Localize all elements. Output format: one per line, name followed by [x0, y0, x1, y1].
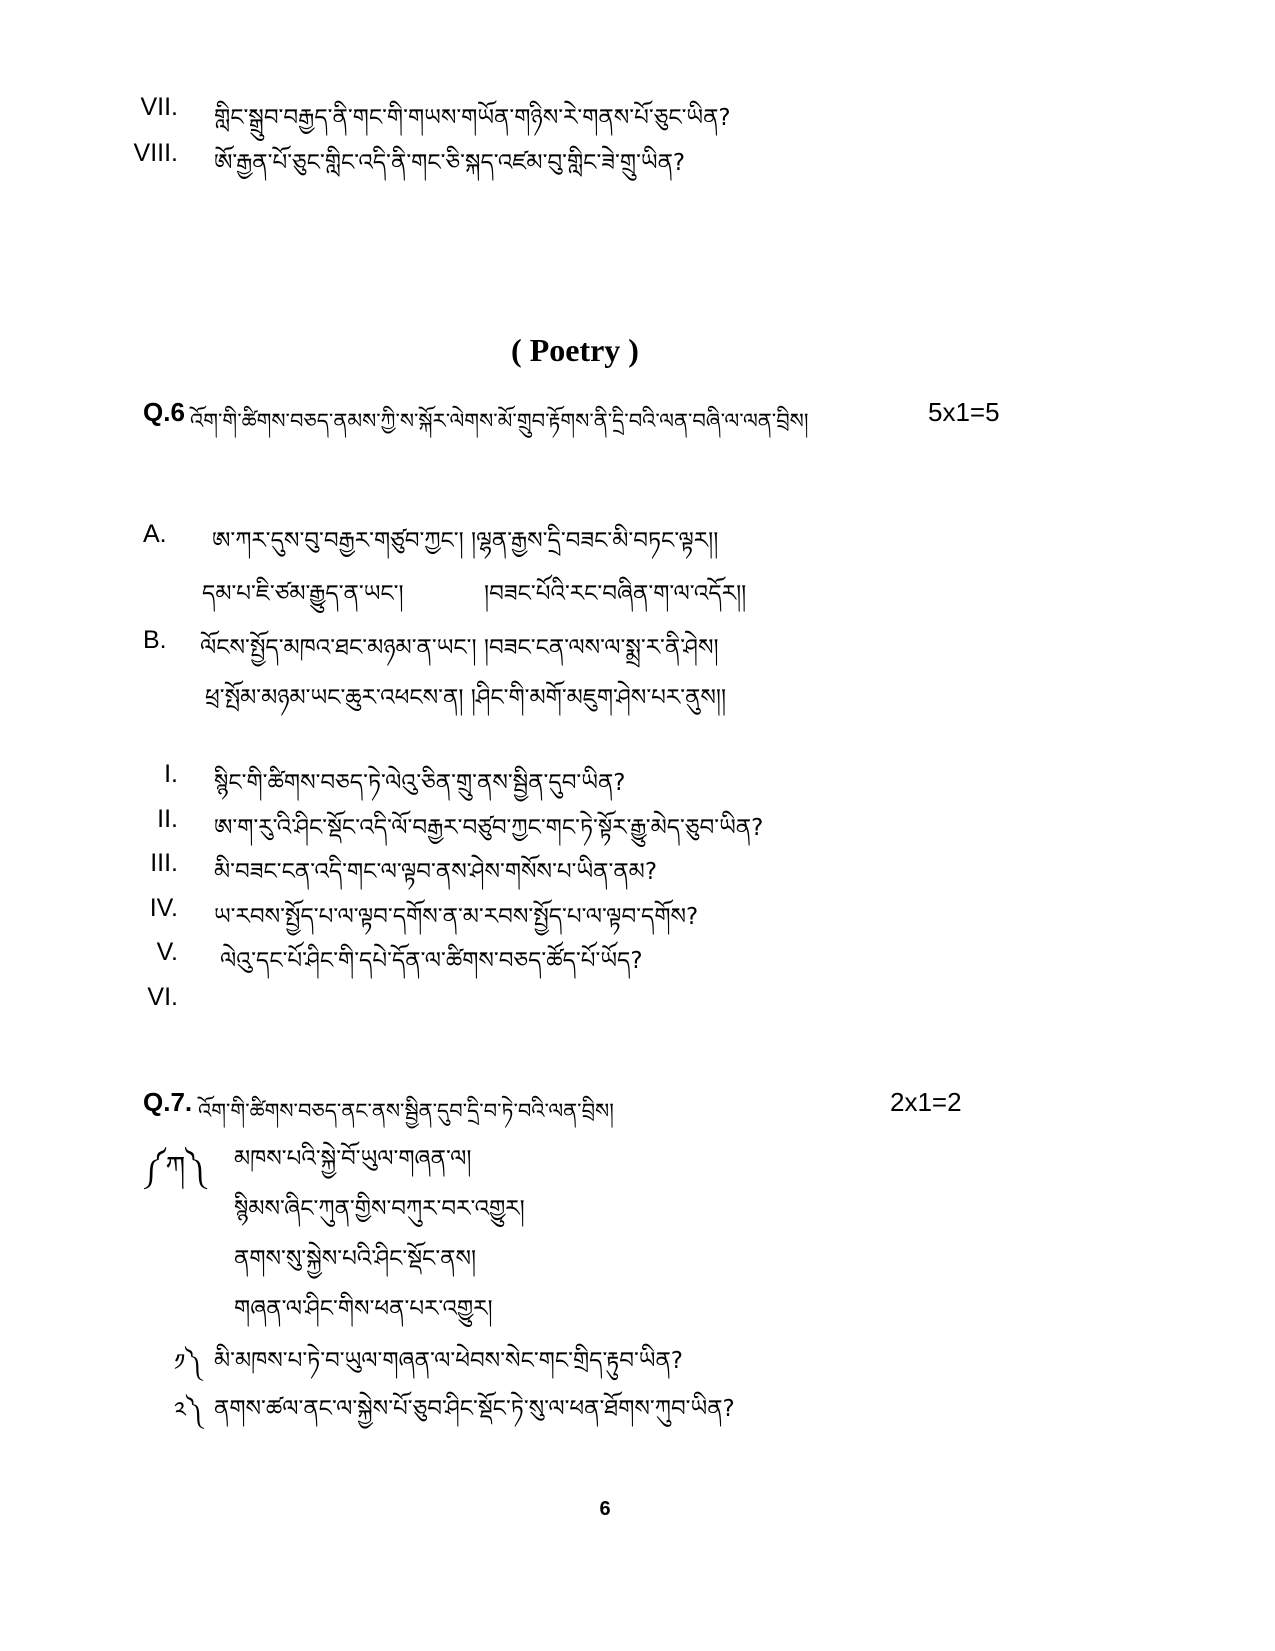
question-number: II. [157, 805, 178, 833]
question-instruction: འོག་གི་ཚིགས་བཅད་ནམས་ཀྱི་ས་སྐོར་ལེགས་མོ་གྲུབ་རྟོགས་ནི་དྲི་བའི་ལན་བཞི་ལ་ལན་བྲིས། [190, 409, 809, 433]
question-label: Q.6 [143, 397, 185, 427]
verse-line: ལོངས་སྤྱོད་མཁའ་ཐང་མཉམ་ན་ཡང་། །བཟང་ངན་ལས་ལ་སྨྲ་ར་ནི་ཤེས། [200, 635, 719, 661]
question-number: VIII. [133, 139, 178, 167]
marks: 5x1=5 [928, 397, 1000, 427]
question-text: མི་བཟང་ངན་འདི་གང་ལ་ལྟབ་ནས་ཤེས་གསོས་པ་ཡིན་ནམ? [214, 859, 658, 885]
question-text: མི་མཁས་པ་ཏེ་བ་ཡུལ་གཞན་ལ་ཕེབས་སེང་གང་གྲིད་རྟུབ་ཡིན? [214, 1348, 684, 1374]
verse-label: ༼ཀ༽ [143, 1150, 206, 1183]
question-number: III. [150, 849, 178, 877]
question-number: VI. [147, 983, 178, 1011]
verse-label: A. [143, 520, 167, 548]
question-text: གླིང་སྒྲུབ་བརྒྱད་ནི་གང་གི་གཡས་གཡོན་གཉིས་རེ་གནས་པོ་ཅུང་ཡིན? [214, 105, 731, 131]
verse-line: ཨ་ཀར་དུས་བུ་བརྒྱར་གཙུབ་ཀྱང་། །ལྷན་རྒྱས་དྲི་བཟང་མི་བཏང་ལྟར།། [212, 528, 719, 554]
verse-line: སྙིམས་ཞིང་ཀུན་གྱིས་བཀུར་བར་འགྱུར། [234, 1196, 525, 1222]
verse-line: མཁས་པའི་སྐྱེ་བོ་ཡུལ་གཞན་ལ། [234, 1146, 472, 1172]
question-label: Q.7. [143, 1087, 193, 1117]
question-text: ནགས་ཚལ་ནང་ལ་སྐྱེས་པོ་ཅུབ་ཤིང་སྡོང་ཏེ་སུ་ལ་ཕན་ཐོགས་ཀུབ་ཡིན? [214, 1396, 735, 1422]
marks: 2x1=2 [890, 1087, 962, 1117]
question-instruction: འོག་གི་ཚིགས་བཅད་ནང་ནས་སྦྱིན་དུབ་དྲི་བ་ཏེ་བའི་ལན་བྲིས། [198, 1099, 614, 1123]
question-number: ༢༽ [174, 1398, 203, 1424]
question-text: སྙིང་གི་ཚིགས་བཅད་ཏེ་ལེའུ་ཅིན་གྲུ་ནས་སྦྱིན་དུབ་ཡིན? [214, 770, 626, 796]
question-text: ཨོ་རྒྱན་པོ་ཅུང་གླིང་འདི་ནི་གང་ཅི་སྐད་འཛམ་བུ་གླིང་ཟེ་གྲུ་ཡིན? [214, 150, 686, 176]
question-number: IV. [149, 894, 178, 922]
verse-line: གཞན་ལ་ཤིང་གིས་ཕན་པར་འགྱུར། [234, 1296, 493, 1322]
section-heading: ( Poetry ) [511, 332, 639, 368]
question-number: ༡༽ [174, 1350, 202, 1376]
question-number: V. [156, 938, 178, 966]
verse-label: B. [143, 626, 167, 654]
page-number: 6 [599, 1498, 611, 1520]
verse-line: ཕྲ་སྤོམ་མཉམ་ཡང་ཆུར་འཕངས་ན། །ཤིང་གི་མགོ་མཇུག་ཤེས་པར་ནུས།། [205, 685, 727, 711]
question-number: I. [164, 760, 178, 788]
question-text: ཨ་ག་རུ་འི་ཤིང་སྡོང་འདི་ལོ་བརྒྱར་བཙུབ་ཀྱང་གང་ཏེ་སྟོར་རྒྱུ་མེད་ཅུབ་ཡིན? [214, 815, 764, 841]
verse-line: ནགས་སུ་སྐྱེས་པའི་ཤིང་སྡོང་ནས། [234, 1246, 477, 1272]
verse-line: དམ་པ་ཇི་ཙམ་རྒྱུད་ན་ཡང་། །བཟང་པོའི་རང་བཞིན་ག་ལ་འདོར།། [202, 581, 747, 607]
question-text: ཡ་རབས་སྤྱོད་པ་ལ་ལྟབ་དགོས་ན་མ་རབས་སྤྱོད་པ་ལ་ལྟབ་དགོས? [214, 904, 699, 930]
question-text: ལེའུ་དང་པོ་ཤིང་གི་དཔེ་དོན་ལ་ཚིགས་བཅད་ཚོད་པོ་ཡོད? [220, 948, 643, 974]
question-number: VII. [140, 93, 178, 121]
